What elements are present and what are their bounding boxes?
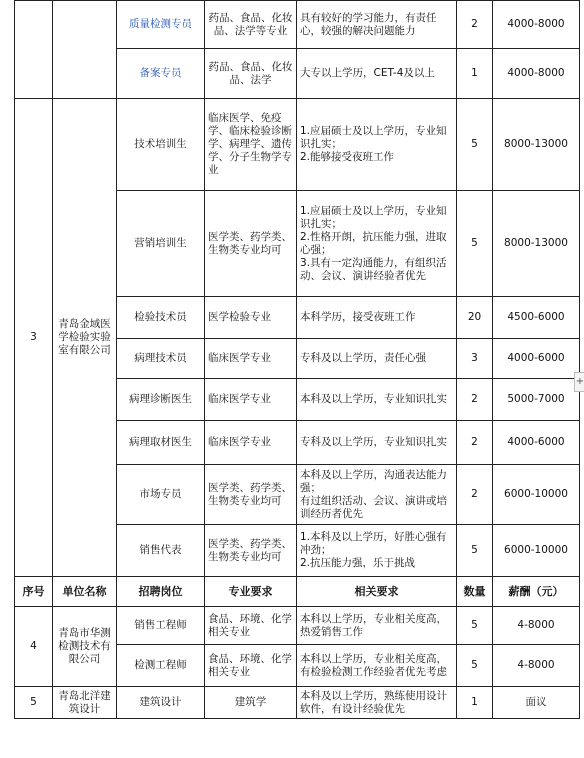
table-header-row [15,577,580,607]
salary-cell: 面议 [493,687,580,719]
requirement-cell: 本科以上学历，专业相关度高，热爱销售工作 [297,607,457,645]
major-cell: 临床医学专业 [205,421,297,465]
salary-cell: 4000-6000 [493,339,580,379]
count-cell: 5 [457,191,493,297]
count-cell: 3 [457,339,493,379]
position-cell: 营销培训生 [117,191,205,297]
table-row [15,1,580,49]
position-cell: 质量检测专员 [117,1,205,49]
table-row [15,99,580,191]
requirement-cell: 专科及以上学历，责任心强 [297,339,457,379]
major-cell: 建筑学 [205,687,297,719]
number-cell [15,1,53,99]
salary-cell: 5000-7000 [493,379,580,421]
salary-cell: 6000-10000 [493,525,580,577]
major-cell: 临床医学专业 [205,339,297,379]
header-requirement: 相关要求 [297,577,457,607]
salary-cell: 4000-8000 [493,1,580,49]
count-cell: 2 [457,379,493,421]
position-cell: 病理取材医生 [117,421,205,465]
salary-cell: 4-8000 [493,645,580,687]
table-row [15,607,580,645]
header-count: 数量 [457,577,493,607]
requirement-cell: 具有较好的学习能力，有责任心，较强的解决问题能力 [297,1,457,49]
company-cell: 青岛市华测检测技术有限公司 [53,607,117,687]
requirement-cell: 1.应届硕士及以上学历，专业知识扎实； 2.性格开朗，抗压能力强，进取心强； 3.具有一定沟通能力，有组织活动、会议、演讲经验者优先 [297,191,457,297]
position-cell: 销售代表 [117,525,205,577]
requirement-cell: 1.应届硕士及以上学历，专业知识扎实； 2.能够接受夜班工作 [297,99,457,191]
count-cell: 5 [457,99,493,191]
major-cell: 医学类、药学类、生物类专业均可 [205,191,297,297]
header-major: 专业要求 [205,577,297,607]
salary-cell: 8000-13000 [493,99,580,191]
count-cell: 20 [457,297,493,339]
major-cell: 临床医学、免疫学、临床检验诊断学、病理学、遗传学、分子生物学专业 [205,99,297,191]
requirement-cell: 本科以上学历，专业相关度高，有检验检测工作经验者优先考虑 [297,645,457,687]
position-cell: 市场专员 [117,465,205,525]
count-cell: 2 [457,1,493,49]
company-cell: 青岛北洋建筑设计 [53,687,117,719]
header-position: 招聘岗位 [117,577,205,607]
requirement-cell: 本科学历，接受夜班工作 [297,297,457,339]
position-cell: 检验技术员 [117,297,205,339]
salary-cell: 4000-6000 [493,421,580,465]
requirement-cell: 本科及以上学历，专业知识扎实 [297,379,457,421]
recruitment-table [14,0,580,719]
major-cell: 食品、环境、化学相关专业 [205,607,297,645]
salary-cell: 4000-8000 [493,49,580,99]
count-cell: 2 [457,465,493,525]
position-cell: 建筑设计 [117,687,205,719]
major-cell: 食品、环境、化学相关专业 [205,645,297,687]
requirement-cell: 大专以上学历，CET-4及以上 [297,49,457,99]
salary-cell: 6000-10000 [493,465,580,525]
number-cell: 4 [15,607,53,687]
salary-cell: 4-8000 [493,607,580,645]
add-row-button[interactable]: + [574,372,584,392]
company-cell: 青岛金域医学检验实验室有限公司 [53,99,117,577]
number-cell: 5 [15,687,53,719]
major-cell: 药品、食品、化妆品、法学等专业 [205,1,297,49]
count-cell: 5 [457,525,493,577]
header-company: 单位名称 [53,577,117,607]
count-cell: 2 [457,421,493,465]
position-cell: 备案专员 [117,49,205,99]
requirement-cell: 本科及以上学历，熟练使用设计软件，有设计经验优先 [297,687,457,719]
major-cell: 临床医学专业 [205,379,297,421]
position-cell: 检测工程师 [117,645,205,687]
header-salary: 薪酬（元） [493,577,580,607]
number-cell: 3 [15,99,53,577]
salary-cell: 4500-6000 [493,297,580,339]
count-cell: 1 [457,687,493,719]
position-cell: 销售工程师 [117,607,205,645]
count-cell: 1 [457,49,493,99]
requirement-cell: 1.本科及以上学历，好胜心强有冲劲； 2.抗压能力强，乐于挑战 [297,525,457,577]
major-cell: 医学类、药学类、生物类专业均可 [205,525,297,577]
position-cell: 技术培训生 [117,99,205,191]
requirement-cell: 本科及以上学历，沟通表达能力强； 有过组织活动、会议、演讲或培训经历者优先 [297,465,457,525]
position-cell: 病理技术员 [117,339,205,379]
header-number: 序号 [15,577,53,607]
company-cell [53,1,117,99]
table-row [15,687,580,719]
requirement-cell: 专科及以上学历，专业知识扎实 [297,421,457,465]
count-cell: 5 [457,645,493,687]
position-cell: 病理诊断医生 [117,379,205,421]
major-cell: 医学检验专业 [205,297,297,339]
major-cell: 医学类、药学类、生物类专业均可 [205,465,297,525]
count-cell: 5 [457,607,493,645]
major-cell: 药品、食品、化妆品、法学 [205,49,297,99]
salary-cell: 8000-13000 [493,191,580,297]
